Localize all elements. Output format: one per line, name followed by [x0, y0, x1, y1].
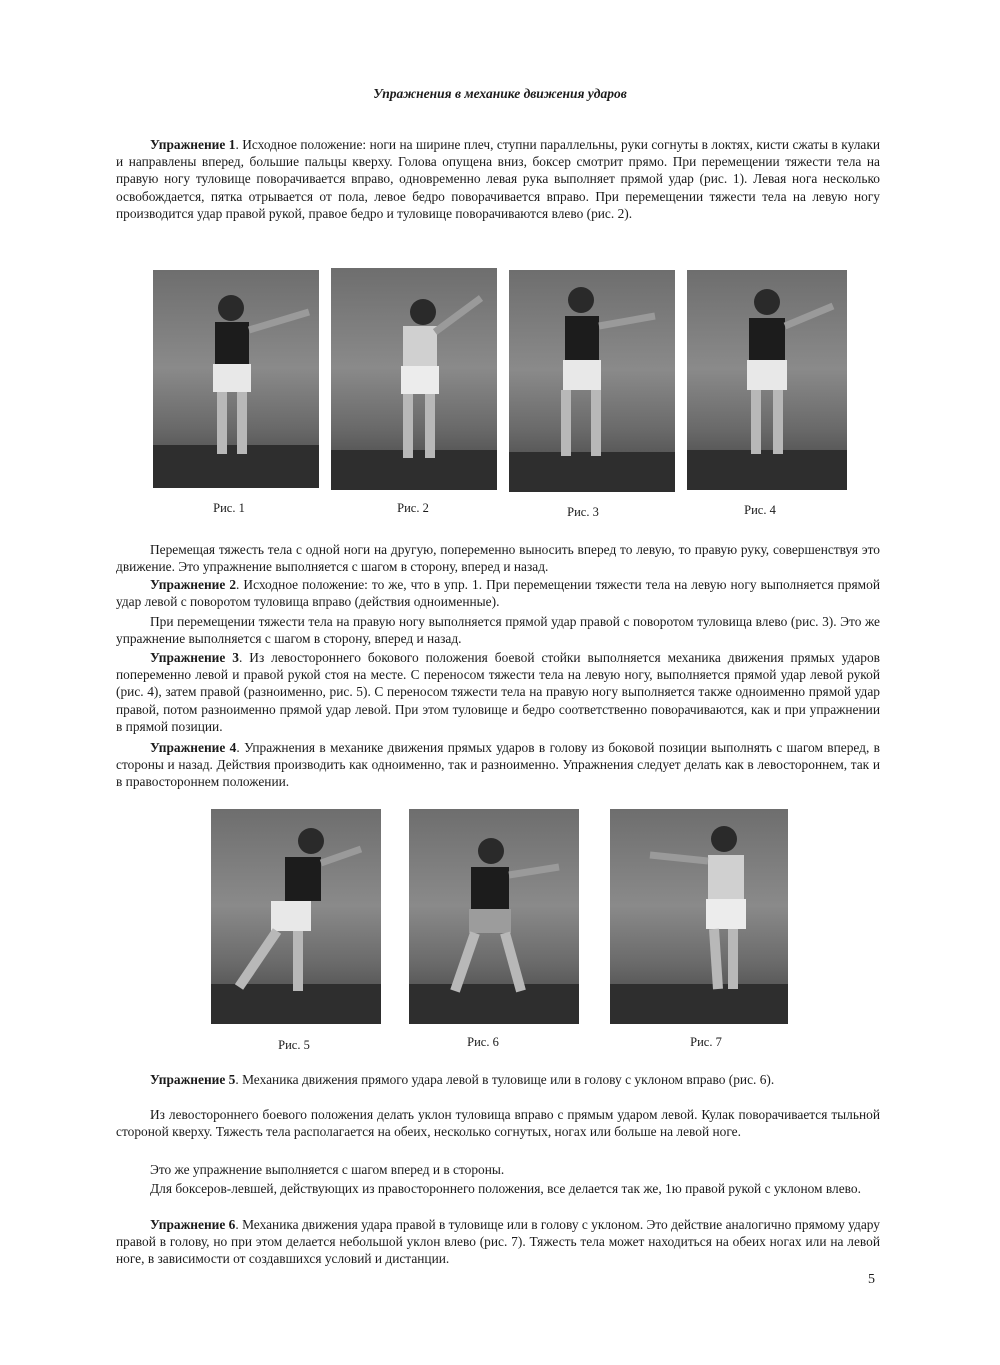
paragraph-weight-transfer: Перемещая тяжесть тела с одной ноги на другую, попеременно выносить вперед то левую, то правую руку, совершенствуя это движение. Это упражнение выполняется с шагом в сторону, вперед и назад.	[116, 542, 880, 575]
exercise-1-text: . Исходное положение: ноги на ширине плеч, ступни параллельны, руки согнуты в локтях, кисти сжаты в кулаки и направлены вперед, большие пальцы кверху. Голова опущена вниз, боксер смотрит прямо. При перемещении тяжести тела на правую ногу туловище поворачивается вправо, одновременно левая рука выполняет прямой удар (рис. 1). Левая нога несколько освобождается, пятка отрывается от пола, левое бедро поворачивается вправо. При перемещении тяжести тела на левую ногу производится удар правой рукой, правое бедро и туловище поворачиваются влево (рис. 2).	[116, 137, 881, 221]
paragraph-exercise-5	[116, 1071, 880, 1088]
page-number: 5	[868, 1272, 875, 1287]
figure-4-photo	[687, 270, 847, 490]
exercise-3-label: Упражнение 3	[150, 650, 239, 665]
figure-5-photo	[211, 809, 381, 1024]
figure-3-photo	[509, 270, 675, 492]
figure-7-caption: Рис. 7	[690, 1035, 722, 1049]
exercise-2-label: Упражнение 2	[150, 577, 237, 592]
exercise-5-text: . Механика движения прямого удара левой в туловище или в голову с уклоном вправо (рис. 6).	[235, 1072, 775, 1087]
exercise-2-text: . Исходное положение: то же, что в упр. 1. При перемещении тяжести тела на левую ногу выполняется прямой удар левой с поворотом туловища вправо (действия одноименные).	[116, 577, 881, 610]
figure-3-caption: Рис. 3	[567, 505, 599, 519]
exercise-4-label: Упражнение 4	[150, 740, 237, 755]
exercise-3-text: . Из левостороннего бокового положения боевой стойки выполняется механика движения прямых ударов попеременно левой и правой рукой стоя на месте. С переносом тяжести тела на левую ногу, выполняется прямой удар левой рукой (рис. 4), затем правой (разноименно, рис. 5). С переносом тяжести тела на правую ногу выполняется также одноименно прямой удар правой, потом разноименно прямой удар левой. При этом туловище и бедро соответственно поворачиваются, как и при упражнении в прямой позиции.	[116, 650, 881, 734]
figure-4-caption: Рис. 4	[744, 503, 776, 517]
figure-6-photo	[409, 809, 579, 1024]
paragraph-exercise-2	[116, 576, 880, 610]
exercise-1-label: Упражнение 1	[150, 137, 236, 152]
paragraph-step-forward: Это же упражнение выполняется с шагом вперед и в стороны.	[150, 1162, 505, 1177]
figure-2-photo	[331, 268, 497, 490]
paragraph-exercise-6	[116, 1216, 880, 1268]
figure-7-photo	[610, 809, 788, 1024]
paragraph-southpaw: Для боксеров-левшей, действующих из правостороннего положения, все делается так же, 1ю правой рукой с уклоном влево.	[150, 1181, 861, 1196]
figure-2-caption: Рис. 2	[397, 501, 429, 515]
page-title: Упражнения в механике движения ударов	[373, 86, 627, 101]
exercise-6-label: Упражнение 6	[150, 1217, 236, 1232]
exercise-6-text: . Механика движения удара правой в туловище или в голову с уклоном. Это действие аналогично прямому удару правой в голову, но при этом делается небольшой уклон влево (рис. 7). Тяжесть тела может находиться на обеих ногах или на левой ноге, в зависимости от создавшихся условий и дистанции.	[116, 1217, 880, 1267]
paragraph-exercise-3	[116, 649, 880, 735]
figure-1-photo	[153, 270, 319, 488]
exercise-4-text: . Упражнения в механике движения прямых ударов в голову из боковой позиции выполнять с шагом вперед, в стороны и назад. Действия производить как одноименно, так и разноименно. Упражнения следует делать как в левостороннем, так и в правостороннем положении.	[116, 740, 880, 790]
paragraph-exercise-2-cont: При перемещении тяжести тела на правую ногу выполняется прямой удар правой с поворотом туловища влево (рис. 3). Это же упражнение выполняется с шагом в сторону, вперед и назад.	[116, 614, 880, 647]
figure-5-caption: Рис. 5	[278, 1038, 310, 1052]
paragraph-slip-right: Из левостороннего боевого положения делать уклон туловища вправо с прямым ударом левой. Кулак поворачивается тыльной стороной кверху. Тяжесть тела располагается на обеих, несколько согнутых, ногах или больше на левой ноге.	[116, 1107, 880, 1140]
figure-1-caption: Рис. 1	[213, 501, 245, 515]
exercise-5-label: Упражнение 5	[150, 1072, 236, 1087]
figure-6-caption: Рис. 6	[467, 1035, 499, 1049]
paragraph-exercise-1	[116, 136, 880, 222]
paragraph-exercise-4	[116, 739, 880, 791]
